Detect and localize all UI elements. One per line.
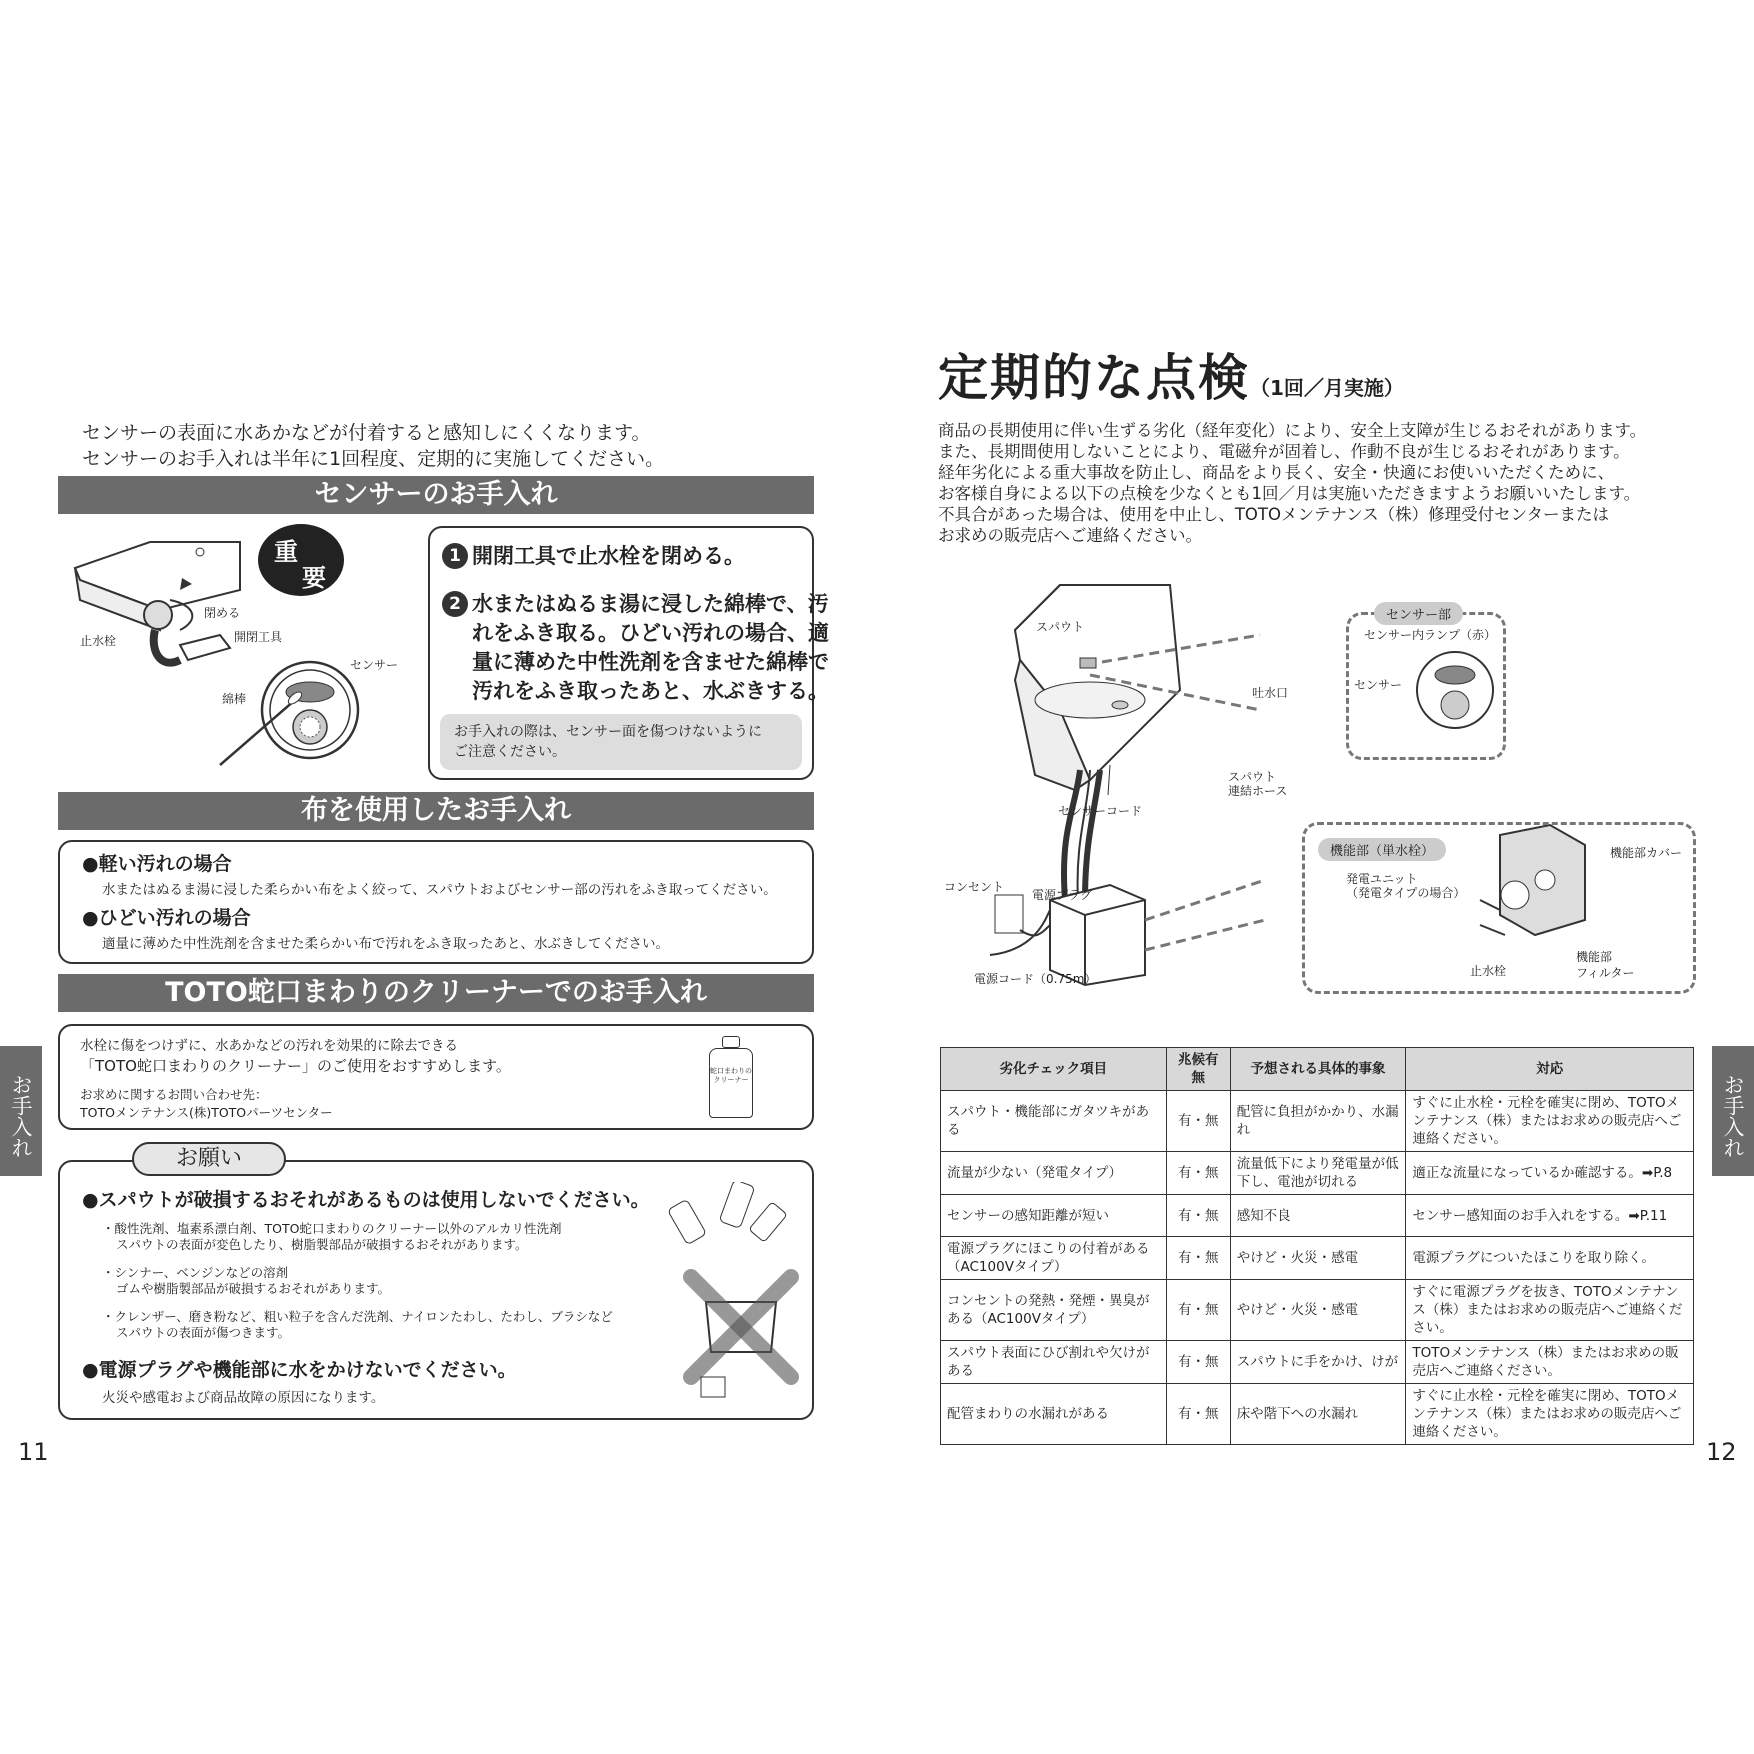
contact-label: お求めに関するお問い合わせ先： — [80, 1087, 268, 1102]
description — [938, 420, 1646, 546]
cleaner-box — [58, 1024, 814, 1130]
cell-action: センサー感知面のお手入れをする。➡P.11 — [1406, 1195, 1694, 1237]
label-sensor: センサー — [350, 658, 399, 672]
label-sensor-lamp: センサー内ランプ（赤） — [1364, 628, 1497, 642]
request-sub-1b: スパウトの表面が変色したり、樹脂製部品が破損するおそれがあります。 — [116, 1237, 528, 1252]
request-box — [58, 1160, 814, 1420]
table-header-row — [941, 1048, 1694, 1091]
request-item-2-text: 火災や感電および商品故障の原因になります。 — [102, 1390, 385, 1406]
request-sub-3a: ・クレンザー、磨き粉など、粗い粒子を含んだ洗剤、ナイロンたわし、たわし、ブラシなど — [102, 1309, 613, 1324]
cell-sign: 有・無 — [1166, 1341, 1230, 1384]
cell-event: 流量低下により発電量が低下し、電池が切れる — [1230, 1152, 1406, 1195]
intro-line: センサーの表面に水あかなどが付着すると感知しにくくなります。 — [82, 422, 651, 444]
label-outlet: 吐水口 — [1252, 686, 1289, 700]
sensor-illustration — [70, 520, 420, 790]
label-power-cord: 電源コード（0.75m） — [974, 972, 1097, 986]
cell-item: 流量が少ない（発電タイプ） — [941, 1152, 1167, 1195]
description-line: 経年劣化による重大事故を防止し、商品をより長く、安全・快適にお使いいただくために、 — [938, 463, 1615, 482]
cell-sign: 有・無 — [1166, 1280, 1230, 1341]
cell-action: すぐに止水栓・元栓を確実に閉め、TOTOメンテナンス（株）またはお求めの販売店へご連絡ください。 — [1406, 1384, 1694, 1445]
page-title: 定期的な点検（1回／月実施） — [938, 349, 1404, 407]
label-stop-valve-right: 止水栓 — [1470, 964, 1507, 978]
table-row — [941, 1384, 1694, 1445]
header-item: 劣化チェック項目 — [941, 1048, 1167, 1091]
request-sub-3b: スパウトの表面が傷つきます。 — [116, 1325, 291, 1340]
request-item-2: ●電源プラグや機能部に水をかけないでください。 — [82, 1359, 517, 1381]
sensor-part-label: センサー部 — [1374, 602, 1463, 625]
table-row — [941, 1237, 1694, 1280]
label-tool: 開閉工具 — [234, 630, 283, 644]
label-filter-a: 機能部 — [1576, 950, 1613, 964]
section-title-cleaner: TOTO蛇口まわりのクリーナーでのお手入れ — [58, 974, 814, 1012]
cell-item: スパウト表面にひび割れや欠けがある — [941, 1341, 1167, 1384]
heavy-dirt-text: 適量に薄めた中性洗剤を含ませた柔らかい布で汚れをふき取ったあと、水ぶきしてください。 — [102, 936, 669, 952]
cell-event: 配管に負担がかかり、水漏れ — [1230, 1091, 1406, 1152]
table-row — [941, 1195, 1694, 1237]
side-tab-left: お手入れ — [0, 1046, 42, 1176]
label-spout: スパウト — [1036, 620, 1085, 634]
caution-note: お手入れの際は、センサー面を傷つけないように ご注意ください。 — [440, 714, 802, 770]
cell-event: 感知不良 — [1230, 1195, 1406, 1237]
cell-action: 適正な流量になっているか確認する。➡P.8 — [1406, 1152, 1694, 1195]
request-sub-1a: ・酸性洗剤、塩素系漂白剤、TOTO蛇口まわりのクリーナー以外のアルカリ性洗剤 — [102, 1221, 562, 1236]
cell-event: 床や階下への水漏れ — [1230, 1384, 1406, 1445]
step-number: 2 — [442, 591, 468, 617]
label-function-cover: 機能部カバー — [1610, 846, 1683, 860]
cell-item: 配管まわりの水漏れがある — [941, 1384, 1167, 1445]
cell-item: 電源プラグにほこりの付着がある（AC100Vタイプ） — [941, 1237, 1167, 1280]
cell-event: やけど・火災・感電 — [1230, 1237, 1406, 1280]
steps-box — [428, 526, 829, 780]
cell-sign: 有・無 — [1166, 1237, 1230, 1280]
label-concent: コンセント — [944, 880, 1005, 894]
cell-action: すぐに電源プラグを抜き、TOTOメンテナンス（株）またはお求めの販売店へご連絡ください。 — [1406, 1280, 1694, 1341]
page-subtitle: （1回／月実施） — [1250, 376, 1404, 400]
cloth-box — [58, 840, 814, 964]
description-line: 不具合があった場合は、使用を中止し、TOTOメンテナンス（株）修理受付センターまたは — [938, 505, 1609, 524]
label-stop-valve: 止水栓 — [80, 634, 117, 648]
cleaner-bottle-icon — [706, 1036, 756, 1120]
inspection-table — [940, 1047, 1694, 1445]
description-line: 商品の長期使用に伴い生ずる劣化（経年変化）により、安全上支障が生じるおそれがあります。 — [938, 421, 1647, 440]
page-number-left: 11 — [18, 1438, 49, 1466]
cell-action: 電源プラグについたほこりを取り除く。 — [1406, 1237, 1694, 1280]
important-badge — [258, 524, 344, 596]
label-sensor-cord: センサーコード — [1058, 804, 1143, 818]
request-sub-2a: ・シンナー、ベンジンなどの溶剤 — [102, 1265, 289, 1280]
header-action: 対応 — [1406, 1048, 1694, 1091]
function-part-label: 機能部（単水栓） — [1318, 838, 1446, 861]
request-item-1: ●スパウトが破損するおそれがあるものは使用しないでください。 — [82, 1189, 650, 1211]
label-gen-unit-a: 発電ユニット — [1346, 872, 1418, 886]
table-row — [941, 1341, 1694, 1384]
section-title-sensor: センサーのお手入れ — [58, 476, 814, 514]
label-gen-unit-b: （発電タイプの場合） — [1346, 886, 1466, 900]
cell-sign: 有・無 — [1166, 1195, 1230, 1237]
table-row — [941, 1091, 1694, 1152]
intro-line: センサーのお手入れは半年に1回程度、定期的に実施してください。 — [82, 448, 665, 470]
cell-item: スパウト・機能部にガタツキがある — [941, 1091, 1167, 1152]
description-line: また、長期間使用しないことにより、電磁弁が固着し、作動不良が生じるおそれがあります。 — [938, 442, 1630, 461]
badge-bottom: 要 — [302, 564, 326, 592]
label-hose-b: 連結ホース — [1228, 784, 1288, 798]
cell-item: センサーの感知距離が短い — [941, 1195, 1167, 1237]
label-plug: 電源プラグ — [1032, 888, 1093, 902]
label-filter-b: フィルター — [1576, 966, 1635, 980]
label-close: 閉める — [204, 606, 241, 620]
heavy-dirt-title: ●ひどい汚れの場合 — [82, 907, 251, 929]
contact-name: TOTOメンテナンス(株)TOTOパーツセンター — [80, 1105, 333, 1120]
side-tab-right: お手入れ — [1712, 1046, 1754, 1176]
label-hose-a: スパウト — [1228, 770, 1277, 784]
table-row — [941, 1152, 1694, 1195]
cell-event: スパウトに手をかけ、けが — [1230, 1341, 1406, 1384]
prohibited-illustration — [666, 1182, 806, 1402]
cell-sign: 有・無 — [1166, 1091, 1230, 1152]
section-title-cloth: 布を使用したお手入れ — [58, 792, 814, 830]
cell-action: TOTOメンテナンス（株）またはお求めの販売店へご連絡ください。 — [1406, 1341, 1694, 1384]
page-number-right: 12 — [1706, 1438, 1737, 1466]
step-2: 2 水またはぬるま湯に浸した綿棒で、汚 れをふき取る。ひどい汚れの場合、適 量に薄めた中性洗剤を含ませた綿棒で 汚れをふき取ったあと、水ぶきする。 — [442, 590, 812, 706]
request-title: お願い — [132, 1142, 286, 1176]
badge-top: 重 — [274, 538, 298, 566]
description-line: お客様自身による以下の点検を少なくとも1回／月は実施いただきますようお願いいたします。 — [938, 484, 1641, 503]
cell-sign: 有・無 — [1166, 1384, 1230, 1445]
description-line: お求めの販売店へご連絡ください。 — [938, 526, 1202, 545]
cleaner-line-2: 「TOTO蛇口まわりのクリーナー」のご使用をおすすめします。 — [80, 1057, 511, 1075]
label-sensor-right: センサー — [1354, 678, 1403, 692]
light-dirt-title: ●軽い汚れの場合 — [82, 853, 232, 875]
cell-item: コンセントの発熱・発煙・異臭がある（AC100Vタイプ） — [941, 1280, 1167, 1341]
bottle-label: 蛇口まわりのクリーナー — [709, 1048, 753, 1118]
cell-action: すぐに止水栓・元栓を確実に閉め、TOTOメンテナンス（株）またはお求めの販売店へご連絡ください。 — [1406, 1091, 1694, 1152]
cleaner-line-1: 水栓に傷をつけずに、水あかなどの汚れを効果的に除去できる — [80, 1038, 458, 1054]
request-sub-2b: ゴムや樹脂製部品が破損するおそれがあります。 — [116, 1281, 391, 1296]
intro-text — [82, 420, 664, 472]
cell-event: やけど・火災・感電 — [1230, 1280, 1406, 1341]
light-dirt-text: 水またはぬるま湯に浸した柔らかい布をよく絞って、スパウトおよびセンサー部の汚れをふき取ってください。 — [102, 882, 777, 898]
step-number: 1 — [442, 543, 468, 569]
table-row — [941, 1280, 1694, 1341]
cell-sign: 有・無 — [1166, 1152, 1230, 1195]
label-swab: 綿棒 — [222, 692, 247, 706]
step-1: 1 開閉工具で止水栓を閉める。 — [442, 542, 745, 571]
header-event: 予想される具体的事象 — [1230, 1048, 1406, 1091]
header-sign: 兆候有無 — [1166, 1048, 1230, 1091]
